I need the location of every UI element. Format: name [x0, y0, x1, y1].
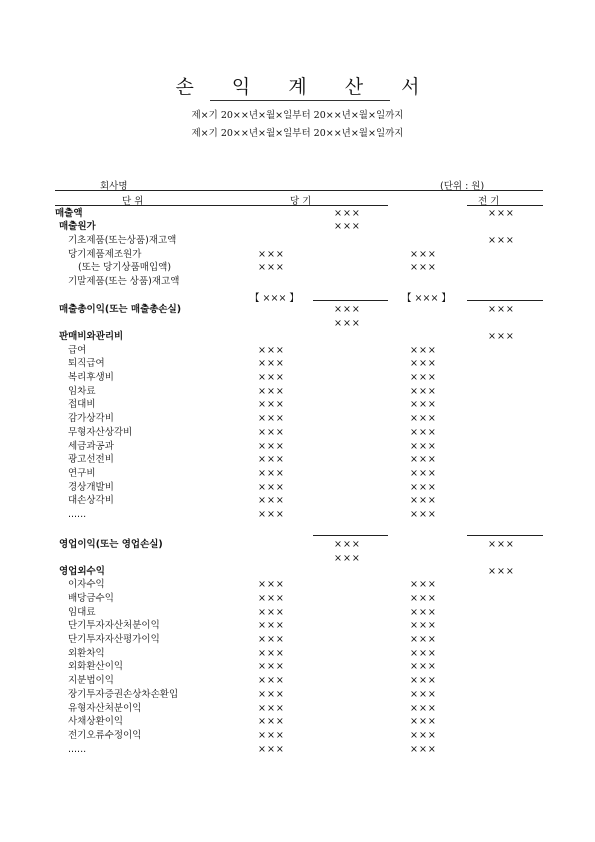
row-label: 감가상각비 — [68, 413, 114, 424]
table-row — [0, 508, 595, 522]
row-value-c3: ××× — [410, 427, 437, 438]
row-label: 매출액 — [55, 208, 83, 219]
row-value-c1: ××× — [258, 730, 285, 741]
row-value-c1: ××× — [258, 703, 285, 714]
table-row — [0, 220, 595, 234]
row-value-c1: ××× — [258, 413, 285, 424]
row-label: 기말제품(또는 상품)재고액 — [68, 276, 180, 287]
row-value-c1: ××× — [258, 675, 285, 686]
row-value-c1: ××× — [258, 634, 285, 645]
row-label: 광고선전비 — [68, 454, 114, 465]
row-label: 외환차익 — [68, 648, 105, 659]
table-row — [0, 371, 595, 385]
row-label: 연구비 — [68, 468, 96, 479]
table-row — [0, 592, 595, 606]
row-value-c1: ××× — [258, 358, 285, 369]
row-label: 장기투자증권손상차손환입 — [68, 689, 179, 700]
row-value-c1: ××× — [258, 386, 285, 397]
table-row — [0, 317, 595, 331]
table-row — [0, 729, 595, 743]
row-label: ...... — [68, 744, 87, 755]
header-rule-prior — [467, 205, 543, 206]
row-value-c3: ××× — [410, 399, 437, 410]
row-value-c2: ××× — [334, 553, 361, 564]
table-row — [0, 538, 595, 552]
row-value-c3: ××× — [410, 509, 437, 520]
table-row — [0, 647, 595, 661]
row-value-c4: ××× — [488, 208, 515, 219]
row-label: 전기오류수정이익 — [68, 730, 142, 741]
bracket-prior: 【 ××× 】 — [402, 293, 451, 304]
row-value-c2: ××× — [334, 221, 361, 232]
row-value-c1: ××× — [258, 716, 285, 727]
row-label: 단기투자자산처분이익 — [68, 620, 160, 631]
row-label: 접대비 — [68, 399, 96, 410]
title-underline — [210, 100, 390, 101]
table-row — [0, 552, 595, 566]
row-value-c3: ××× — [410, 593, 437, 604]
row-value-c3: ××× — [410, 661, 437, 672]
row-value-c1: ××× — [258, 593, 285, 604]
row-value-c1: ××× — [258, 509, 285, 520]
table-row — [0, 578, 595, 592]
table-row — [0, 606, 595, 620]
row-value-c1: ××× — [258, 441, 285, 452]
row-value-c3: ××× — [410, 703, 437, 714]
row-value-c3: ××× — [410, 454, 437, 465]
table-row — [0, 344, 595, 358]
table-row — [0, 674, 595, 688]
company-label: 회사명 — [100, 181, 128, 192]
table-row — [0, 494, 595, 508]
row-value-c3: ××× — [410, 249, 437, 260]
subtotal-rule-prior-1 — [467, 300, 543, 301]
table-row — [0, 412, 595, 426]
row-label: 매출원가 — [59, 221, 96, 232]
row-value-c1: ××× — [258, 399, 285, 410]
row-value-c3: ××× — [410, 495, 437, 506]
table-row — [0, 467, 595, 481]
row-value-c1: ××× — [258, 607, 285, 618]
table-row — [0, 426, 595, 440]
row-value-c4: ××× — [488, 539, 515, 550]
row-label: 매출총이익(또는 매출총손실) — [59, 304, 182, 315]
row-label: 이자수익 — [68, 579, 105, 590]
row-label: 지분법이익 — [68, 675, 114, 686]
row-value-c1: ××× — [258, 579, 285, 590]
row-value-c1: ××× — [258, 454, 285, 465]
table-row — [0, 715, 595, 729]
row-label: 판매비와관리비 — [59, 331, 124, 342]
table-row — [0, 481, 595, 495]
row-value-c3: ××× — [410, 648, 437, 659]
table-row — [0, 248, 595, 262]
table-row — [0, 565, 595, 579]
period-line-prior: 제×기 20××년×월×일부터 20××년×월×일까지 — [191, 128, 404, 139]
header-current: 당 기 — [290, 196, 312, 207]
table-row — [0, 330, 595, 344]
row-value-c1: ××× — [258, 744, 285, 755]
subtotal-rule-prior-2 — [467, 535, 543, 536]
row-value-c3: ××× — [410, 689, 437, 700]
row-value-c2: ××× — [334, 208, 361, 219]
row-value-c3: ××× — [410, 482, 437, 493]
row-value-c4: ××× — [488, 304, 515, 315]
row-value-c1: ××× — [258, 468, 285, 479]
row-label: 영업이익(또는 영업손실) — [59, 539, 163, 550]
row-value-c1: ××× — [258, 648, 285, 659]
unit-label: (단위 : 원) — [440, 181, 485, 192]
row-label: ...... — [68, 509, 87, 520]
table-row — [0, 743, 595, 757]
table-row — [0, 660, 595, 674]
row-label: 퇴직급여 — [68, 358, 105, 369]
row-label: 임차료 — [68, 386, 96, 397]
row-value-c3: ××× — [410, 358, 437, 369]
row-value-c1: ××× — [258, 482, 285, 493]
row-label: 복리후생비 — [68, 372, 114, 383]
row-value-c1: ××× — [258, 427, 285, 438]
row-value-c3: ××× — [410, 441, 437, 452]
table-row — [0, 633, 595, 647]
row-value-c3: ××× — [410, 675, 437, 686]
header-rule-current — [55, 205, 388, 206]
row-value-c3: ××× — [410, 744, 437, 755]
row-label: (또는 당기상품매입액) — [78, 262, 172, 273]
table-row — [0, 385, 595, 399]
row-label: 유형자산처분이익 — [68, 703, 142, 714]
row-label: 단기투자자산평가이익 — [68, 634, 160, 645]
row-label: 급여 — [68, 345, 87, 356]
row-value-c3: ××× — [410, 730, 437, 741]
row-value-c2: ××× — [334, 318, 361, 329]
table-row — [0, 440, 595, 454]
table-row — [0, 234, 595, 248]
row-value-c3: ××× — [410, 262, 437, 273]
row-label: 배당금수익 — [68, 593, 114, 604]
table-row — [0, 688, 595, 702]
row-value-c3: ××× — [410, 607, 437, 618]
row-value-c4: ××× — [488, 331, 515, 342]
row-value-c2: ××× — [334, 539, 361, 550]
table-row — [0, 453, 595, 467]
page-title: 손 익 계 산 서 — [175, 76, 436, 98]
header-top-rule — [55, 190, 543, 191]
row-value-c3: ××× — [410, 386, 437, 397]
table-row — [0, 275, 595, 289]
table-row — [0, 261, 595, 275]
row-value-c1: ××× — [258, 661, 285, 672]
row-value-c1: ××× — [258, 495, 285, 506]
row-label: 세금과공과 — [68, 441, 114, 452]
row-value-c1: ××× — [258, 262, 285, 273]
table-row — [0, 357, 595, 371]
row-value-c3: ××× — [410, 372, 437, 383]
row-label: 무형자산상각비 — [68, 427, 133, 438]
period-line-current: 제×기 20××년×월×일부터 20××년×월×일까지 — [191, 110, 404, 121]
row-label: 임대료 — [68, 607, 96, 618]
header-prior: 전 기 — [478, 196, 500, 207]
table-row — [0, 619, 595, 633]
row-label: 경상개발비 — [68, 482, 114, 493]
row-label: 영업외수익 — [59, 566, 105, 577]
table-row — [0, 702, 595, 716]
row-value-c3: ××× — [410, 620, 437, 631]
row-value-c2: ××× — [334, 304, 361, 315]
row-value-c1: ××× — [258, 372, 285, 383]
row-value-c4: ××× — [488, 235, 515, 246]
table-row — [0, 207, 595, 221]
row-value-c3: ××× — [410, 579, 437, 590]
bracket-current: 【 ××× 】 — [250, 293, 299, 304]
row-label: 당기제품제조원가 — [68, 249, 142, 260]
subtotal-rule-current-2 — [313, 535, 388, 536]
row-value-c3: ××× — [410, 634, 437, 645]
row-label: 기초제품(또는상품)재고액 — [68, 235, 177, 246]
subtotal-rule-current-1 — [313, 300, 388, 301]
table-row — [0, 522, 595, 536]
row-value-c1: ××× — [258, 620, 285, 631]
table-row — [0, 303, 595, 317]
row-value-c3: ××× — [410, 468, 437, 479]
row-value-c3: ××× — [410, 413, 437, 424]
table-row — [0, 398, 595, 412]
row-label: 대손상각비 — [68, 495, 114, 506]
row-value-c1: ××× — [258, 345, 285, 356]
row-value-c1: ××× — [258, 689, 285, 700]
row-value-c3: ××× — [410, 716, 437, 727]
header-item: 단 위 — [122, 196, 144, 207]
row-value-c3: ××× — [410, 345, 437, 356]
row-value-c4: ××× — [488, 566, 515, 577]
row-label: 사채상환이익 — [68, 716, 124, 727]
row-value-c1: ××× — [258, 249, 285, 260]
row-label: 외화환산이익 — [68, 661, 124, 672]
